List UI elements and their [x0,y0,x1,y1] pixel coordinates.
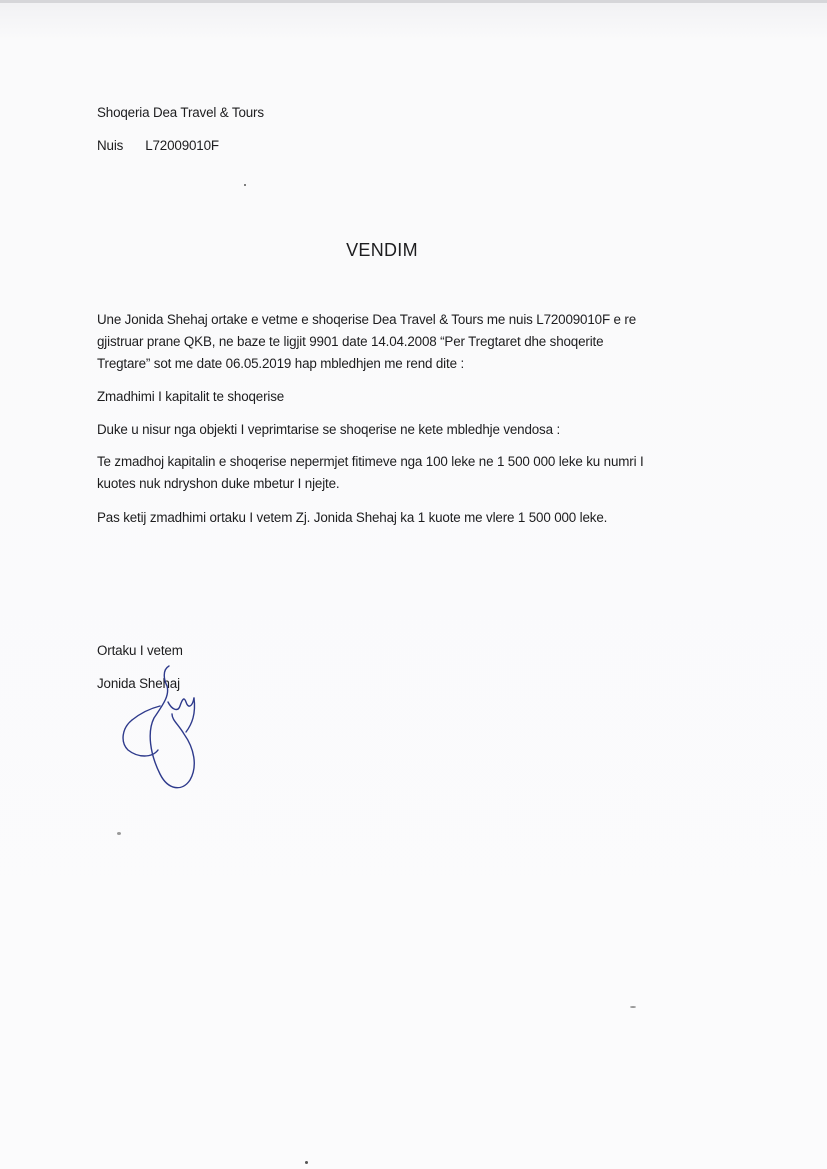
handwritten-signature [112,662,212,797]
result-statement: Pas ketij zmadhimi ortaku I vetem Zj. Jonida Shehaj ka 1 kuote me vlere 1 500 000 leke. [97,510,608,525]
decision-intro: Duke u nisur nga objekti I veprimtarise se shoqerise ne kete mbledhje vendosa : [97,422,561,437]
decision-line-2: kuotes nuk ndryshon duke mbetur I njejte. [97,476,340,491]
scan-edge [0,0,827,3]
scan-speck [117,832,121,835]
scan-speck [305,1161,308,1164]
nuis-line [97,138,219,153]
agenda-item: Zmadhimi I kapitalit te shoqerise [97,389,285,404]
nuis-value: L72009010F [145,138,219,153]
decision-line-1: Te zmadhoj kapitalin e shoqerise nepermjet fitimeve nga 100 leke ne 1 500 000 leke ku numri I [97,454,644,469]
scan-speck [244,184,246,186]
company-name: Shoqeria Dea Travel & Tours [97,105,264,120]
intro-line-3: Tregtare” sot me date 06.05.2019 hap mbledhjen me rend dite : [97,356,465,371]
intro-line-2: gjistruar prane QKB, ne baze te ligjit 9901 date 14.04.2008 “Per Tregtaret dhe shoqerite [97,334,604,349]
nuis-label: Nuis [97,138,124,153]
signatory-name: Jonida Shehaj [97,676,180,691]
document-title: VENDIM [346,240,418,260]
intro-line-1: Une Jonida Shehaj ortake e vetme e shoqerise Dea Travel & Tours me nuis L72009010F e re [97,312,637,327]
scan-speck [630,1006,636,1008]
signatory-role: Ortaku I vetem [97,643,183,658]
